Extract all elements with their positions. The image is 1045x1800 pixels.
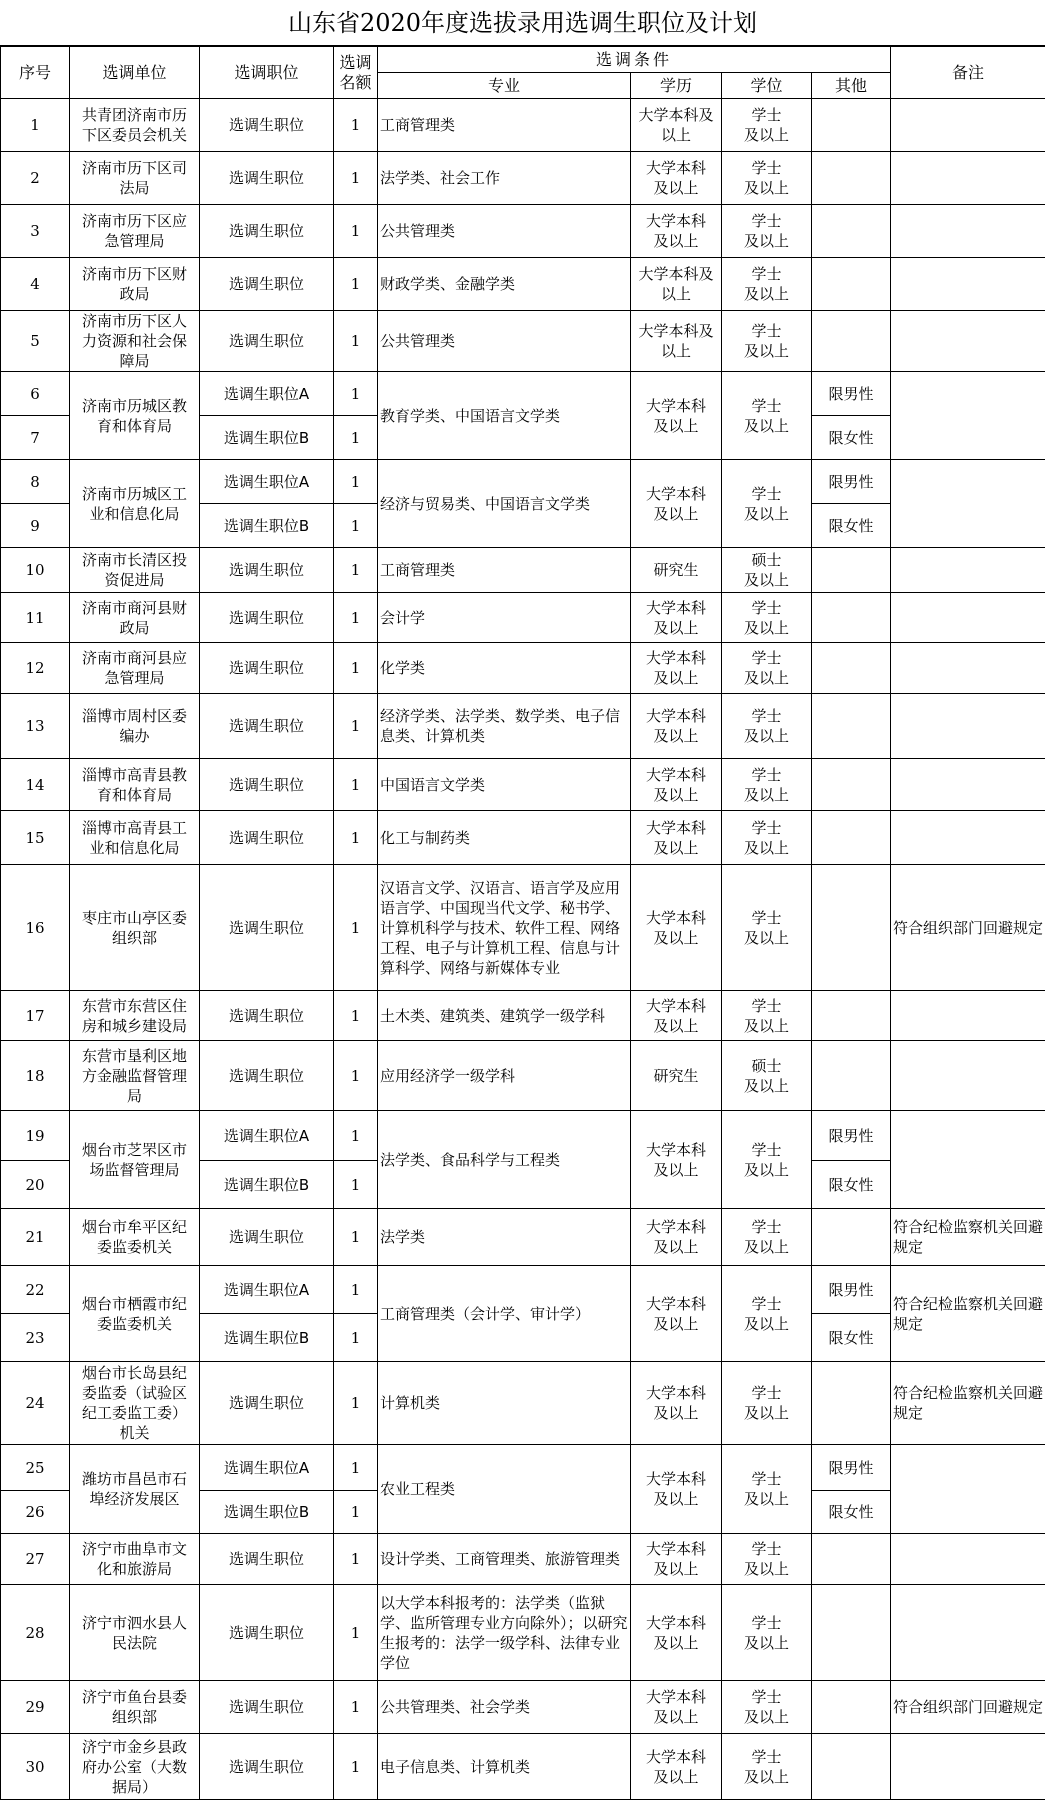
header-remark: 备注 [891,47,1045,99]
major-cell: 工商管理类 [378,548,631,593]
remark-cell [891,548,1045,593]
table-row [1,643,1045,694]
other-cell [812,991,891,1041]
other-cell: 限女性 [812,1161,891,1209]
major-cell: 农业工程类 [378,1445,631,1534]
major-cell: 法学类 [378,1209,631,1266]
count-cell: 1 [334,1266,378,1314]
row-number: 4 [1,258,70,311]
count-cell: 1 [334,99,378,152]
other-cell [812,1362,891,1445]
row-number: 28 [1,1585,70,1681]
header-unit: 选调单位 [70,47,200,99]
education-cell: 大学本科 及以上 [631,1362,722,1445]
degree-cell: 学士 及以上 [722,460,812,548]
unit-cell: 东营市垦利区地 方金融监督管理 局 [70,1041,200,1111]
row-number: 14 [1,759,70,811]
position-cell: 选调生职位 [200,152,334,205]
row-number: 27 [1,1534,70,1585]
count-cell: 1 [334,865,378,991]
row-number: 18 [1,1041,70,1111]
position-cell: 选调生职位 [200,991,334,1041]
unit-cell: 济南市历下区司 法局 [70,152,200,205]
position-cell: 选调生职位A [200,372,334,416]
position-cell: 选调生职位 [200,99,334,152]
other-cell [812,205,891,258]
other-cell: 限女性 [812,504,891,548]
other-cell [812,1681,891,1734]
remark-cell [891,205,1045,258]
education-cell: 研究生 [631,548,722,593]
row-number: 30 [1,1734,70,1800]
count-cell: 1 [334,1209,378,1266]
position-cell: 选调生职位A [200,460,334,504]
education-cell: 大学本科 及以上 [631,1734,722,1800]
other-cell: 限女性 [812,416,891,460]
major-cell: 汉语言文学、汉语言、语言学及应用语言学、中国现当代文学、秘书学、计算机科学与技术、软件工程、网络工程、电子与计算机工程、信息与计算科学、网络与新媒体专业 [378,865,631,991]
position-cell: 选调生职位 [200,1681,334,1734]
degree-cell: 学士 及以上 [722,1445,812,1534]
education-cell: 大学本科 及以上 [631,1111,722,1209]
count-cell: 1 [334,593,378,643]
education-cell: 大学本科 及以上 [631,759,722,811]
header-position: 选调职位 [200,47,334,99]
header-count: 选调 名额 [334,47,378,99]
education-cell: 大学本科 及以上 [631,1534,722,1585]
major-cell: 经济学类、法学类、数学类、电子信息类、计算机类 [378,694,631,759]
count-cell: 1 [334,258,378,311]
row-number: 13 [1,694,70,759]
positions-table [0,46,1045,1800]
degree-cell: 学士 及以上 [722,694,812,759]
table-row [1,1445,1045,1491]
degree-cell: 学士 及以上 [722,1585,812,1681]
count-cell: 1 [334,1314,378,1362]
degree-cell: 学士 及以上 [722,152,812,205]
unit-cell: 济南市商河县应 急管理局 [70,643,200,694]
major-cell: 工商管理类（会计学、审计学） [378,1266,631,1362]
degree-cell: 硕士 及以上 [722,548,812,593]
other-cell [812,1041,891,1111]
remark-cell [891,372,1045,460]
row-number: 24 [1,1362,70,1445]
education-cell: 大学本科 及以上 [631,1445,722,1534]
count-cell: 1 [334,152,378,205]
unit-cell: 济南市历下区财 政局 [70,258,200,311]
position-cell: 选调生职位 [200,1041,334,1111]
education-cell: 大学本科 及以上 [631,372,722,460]
count-cell: 1 [334,643,378,694]
position-cell: 选调生职位A [200,1266,334,1314]
other-cell [812,311,891,372]
unit-cell: 济南市历下区应 急管理局 [70,205,200,258]
remark-cell [891,759,1045,811]
table-body [1,99,1045,1800]
remark-cell [891,152,1045,205]
table-row [1,152,1045,205]
count-cell: 1 [334,1534,378,1585]
row-number: 29 [1,1681,70,1734]
position-cell: 选调生职位B [200,1314,334,1362]
count-cell: 1 [334,548,378,593]
remark-cell [891,1111,1045,1209]
remark-cell: 符合纪检监察机关回避规定 [891,1209,1045,1266]
unit-cell: 共青团济南市历 下区委员会机关 [70,99,200,152]
remark-cell [891,99,1045,152]
remark-cell [891,1734,1045,1800]
degree-cell: 学士 及以上 [722,1534,812,1585]
major-cell: 财政学类、金融学类 [378,258,631,311]
education-cell: 大学本科 及以上 [631,152,722,205]
degree-cell: 学士 及以上 [722,1111,812,1209]
count-cell: 1 [334,460,378,504]
count-cell: 1 [334,1161,378,1209]
degree-cell: 学士 及以上 [722,759,812,811]
table-row [1,205,1045,258]
major-cell: 计算机类 [378,1362,631,1445]
major-cell: 电子信息类、计算机类 [378,1734,631,1800]
position-cell: 选调生职位 [200,643,334,694]
row-number: 1 [1,99,70,152]
major-cell: 法学类、食品科学与工程类 [378,1111,631,1209]
row-number: 26 [1,1491,70,1534]
other-cell: 限男性 [812,460,891,504]
table-row [1,548,1045,593]
table-row [1,258,1045,311]
education-cell: 大学本科 及以上 [631,694,722,759]
position-cell: 选调生职位 [200,865,334,991]
count-cell: 1 [334,694,378,759]
unit-cell: 济宁市金乡县政 府办公室（大数 据局） [70,1734,200,1800]
other-cell: 限男性 [812,1266,891,1314]
remark-cell: 符合组织部门回避规定 [891,865,1045,991]
header-other: 其他 [812,73,891,99]
major-cell: 法学类、社会工作 [378,152,631,205]
other-cell [812,643,891,694]
count-cell: 1 [334,311,378,372]
major-cell: 应用经济学一级学科 [378,1041,631,1111]
table-row [1,460,1045,504]
other-cell [812,1534,891,1585]
degree-cell: 学士 及以上 [722,205,812,258]
major-cell: 化学类 [378,643,631,694]
table-row [1,811,1045,865]
unit-cell: 济南市历城区教 育和体育局 [70,372,200,460]
major-cell: 以大学本科报考的：法学类（监狱学、监所管理专业方向除外）；以研究生报考的：法学一级学科、法律专业学位 [378,1585,631,1681]
degree-cell: 学士 及以上 [722,991,812,1041]
table-row [1,865,1045,991]
table-row [1,1534,1045,1585]
major-cell: 工商管理类 [378,99,631,152]
education-cell: 大学本科 及以上 [631,1209,722,1266]
remark-cell [891,694,1045,759]
remark-cell: 符合纪检监察机关回避规定 [891,1266,1045,1362]
position-cell: 选调生职位 [200,258,334,311]
other-cell [812,152,891,205]
degree-cell: 学士 及以上 [722,865,812,991]
degree-cell: 学士 及以上 [722,372,812,460]
count-cell: 1 [334,1585,378,1681]
position-cell: 选调生职位B [200,504,334,548]
major-cell: 设计学类、工商管理类、旅游管理类 [378,1534,631,1585]
count-cell: 1 [334,504,378,548]
position-cell: 选调生职位 [200,759,334,811]
row-number: 12 [1,643,70,694]
position-cell: 选调生职位B [200,416,334,460]
education-cell: 大学本科及 以上 [631,99,722,152]
row-number: 19 [1,1111,70,1161]
remark-cell [891,991,1045,1041]
count-cell: 1 [334,759,378,811]
other-cell [812,759,891,811]
education-cell: 大学本科 及以上 [631,593,722,643]
degree-cell: 学士 及以上 [722,99,812,152]
row-number: 10 [1,548,70,593]
other-cell [812,1209,891,1266]
count-cell: 1 [334,205,378,258]
table-row [1,1111,1045,1161]
position-cell: 选调生职位 [200,694,334,759]
remark-cell: 符合纪检监察机关回避规定 [891,1362,1045,1445]
position-cell: 选调生职位 [200,548,334,593]
count-cell: 1 [334,416,378,460]
other-cell [812,811,891,865]
page-title: 山东省2020年度选拔录用选调生职位及计划 [0,0,1045,46]
major-cell: 公共管理类 [378,205,631,258]
unit-cell: 济宁市曲阜市文 化和旅游局 [70,1534,200,1585]
header-row-1 [1,47,1045,73]
position-cell: 选调生职位 [200,311,334,372]
row-number: 5 [1,311,70,372]
count-cell: 1 [334,1111,378,1161]
row-number: 9 [1,504,70,548]
table-row [1,1734,1045,1800]
remark-cell [891,1041,1045,1111]
row-number: 17 [1,991,70,1041]
unit-cell: 济宁市泗水县人 民法院 [70,1585,200,1681]
table-row [1,991,1045,1041]
position-cell: 选调生职位 [200,205,334,258]
other-cell [812,548,891,593]
header-no: 序号 [1,47,70,99]
major-cell: 土木类、建筑类、建筑学一级学科 [378,991,631,1041]
other-cell: 限男性 [812,372,891,416]
unit-cell: 烟台市牟平区纪 委监委机关 [70,1209,200,1266]
education-cell: 大学本科 及以上 [631,991,722,1041]
other-cell [812,593,891,643]
table-row [1,1681,1045,1734]
header-major: 专业 [378,73,631,99]
remark-cell [891,593,1045,643]
row-number: 3 [1,205,70,258]
row-number: 25 [1,1445,70,1491]
education-cell: 大学本科 及以上 [631,643,722,694]
degree-cell: 学士 及以上 [722,1266,812,1362]
unit-cell: 枣庄市山亭区委 组织部 [70,865,200,991]
position-cell: 选调生职位 [200,1585,334,1681]
education-cell: 大学本科 及以上 [631,811,722,865]
position-cell: 选调生职位A [200,1111,334,1161]
unit-cell: 潍坊市昌邑市石 埠经济发展区 [70,1445,200,1534]
other-cell: 限女性 [812,1314,891,1362]
education-cell: 大学本科 及以上 [631,1266,722,1362]
unit-cell: 烟台市芝罘区市 场监督管理局 [70,1111,200,1209]
education-cell: 大学本科 及以上 [631,1681,722,1734]
unit-cell: 淄博市高青县教 育和体育局 [70,759,200,811]
unit-cell: 烟台市长岛县纪 委监委（试验区 纪工委监工委） 机关 [70,1362,200,1445]
count-cell: 1 [334,1681,378,1734]
degree-cell: 学士 及以上 [722,311,812,372]
unit-cell: 济南市长清区投 资促进局 [70,548,200,593]
table-row [1,1209,1045,1266]
other-cell: 限男性 [812,1111,891,1161]
table-row [1,1362,1045,1445]
count-cell: 1 [334,1491,378,1534]
remark-cell [891,643,1045,694]
degree-cell: 学士 及以上 [722,1681,812,1734]
count-cell: 1 [334,991,378,1041]
position-cell: 选调生职位 [200,593,334,643]
degree-cell: 学士 及以上 [722,643,812,694]
table-row [1,694,1045,759]
count-cell: 1 [334,1362,378,1445]
remark-cell [891,1534,1045,1585]
count-cell: 1 [334,811,378,865]
position-cell: 选调生职位 [200,811,334,865]
unit-cell: 济南市历城区工 业和信息化局 [70,460,200,548]
education-cell: 大学本科 及以上 [631,1585,722,1681]
header-conditions: 选调条件 [378,47,891,73]
degree-cell: 学士 及以上 [722,593,812,643]
other-cell [812,694,891,759]
table-row [1,593,1045,643]
unit-cell: 淄博市高青县工 业和信息化局 [70,811,200,865]
unit-cell: 济南市历下区人 力资源和社会保 障局 [70,311,200,372]
count-cell: 1 [334,1445,378,1491]
unit-cell: 东营市东营区住 房和城乡建设局 [70,991,200,1041]
degree-cell: 学士 及以上 [722,811,812,865]
row-number: 7 [1,416,70,460]
unit-cell: 济南市商河县财 政局 [70,593,200,643]
other-cell [812,258,891,311]
table-row [1,1266,1045,1314]
education-cell: 大学本科 及以上 [631,460,722,548]
remark-cell [891,811,1045,865]
row-number: 8 [1,460,70,504]
education-cell: 大学本科及 以上 [631,311,722,372]
major-cell: 经济与贸易类、中国语言文学类 [378,460,631,548]
degree-cell: 硕士 及以上 [722,1041,812,1111]
row-number: 6 [1,372,70,416]
major-cell: 化工与制药类 [378,811,631,865]
table-row [1,1585,1045,1681]
degree-cell: 学士 及以上 [722,1362,812,1445]
table-row [1,1041,1045,1111]
remark-cell [891,1585,1045,1681]
header-degree: 学位 [722,73,812,99]
education-cell: 大学本科 及以上 [631,865,722,991]
other-cell [812,1585,891,1681]
remark-cell [891,1445,1045,1534]
other-cell: 限女性 [812,1491,891,1534]
other-cell [812,865,891,991]
position-cell: 选调生职位 [200,1209,334,1266]
major-cell: 教育学类、中国语言文学类 [378,372,631,460]
remark-cell [891,460,1045,548]
position-cell: 选调生职位 [200,1362,334,1445]
row-number: 16 [1,865,70,991]
row-number: 23 [1,1314,70,1362]
unit-cell: 淄博市周村区委 编办 [70,694,200,759]
count-cell: 1 [334,372,378,416]
table-row [1,99,1045,152]
unit-cell: 烟台市栖霞市纪 委监委机关 [70,1266,200,1362]
count-cell: 1 [334,1041,378,1111]
unit-cell: 济宁市鱼台县委 组织部 [70,1681,200,1734]
row-number: 21 [1,1209,70,1266]
education-cell: 大学本科 及以上 [631,205,722,258]
degree-cell: 学士 及以上 [722,1209,812,1266]
position-cell: 选调生职位B [200,1161,334,1209]
degree-cell: 学士 及以上 [722,258,812,311]
row-number: 22 [1,1266,70,1314]
row-number: 20 [1,1161,70,1209]
count-cell: 1 [334,1734,378,1800]
position-cell: 选调生职位 [200,1734,334,1800]
remark-cell [891,258,1045,311]
major-cell: 公共管理类 [378,311,631,372]
row-number: 2 [1,152,70,205]
position-cell: 选调生职位A [200,1445,334,1491]
other-cell [812,99,891,152]
position-cell: 选调生职位B [200,1491,334,1534]
education-cell: 研究生 [631,1041,722,1111]
position-cell: 选调生职位 [200,1534,334,1585]
major-cell: 公共管理类、社会学类 [378,1681,631,1734]
row-number: 11 [1,593,70,643]
major-cell: 会计学 [378,593,631,643]
remark-cell [891,311,1045,372]
row-number: 15 [1,811,70,865]
remark-cell: 符合组织部门回避规定 [891,1681,1045,1734]
other-cell [812,1734,891,1800]
table-row [1,311,1045,372]
table-row [1,759,1045,811]
header-education: 学历 [631,73,722,99]
major-cell: 中国语言文学类 [378,759,631,811]
degree-cell: 学士 及以上 [722,1734,812,1800]
table-row [1,372,1045,416]
education-cell: 大学本科及 以上 [631,258,722,311]
other-cell: 限男性 [812,1445,891,1491]
